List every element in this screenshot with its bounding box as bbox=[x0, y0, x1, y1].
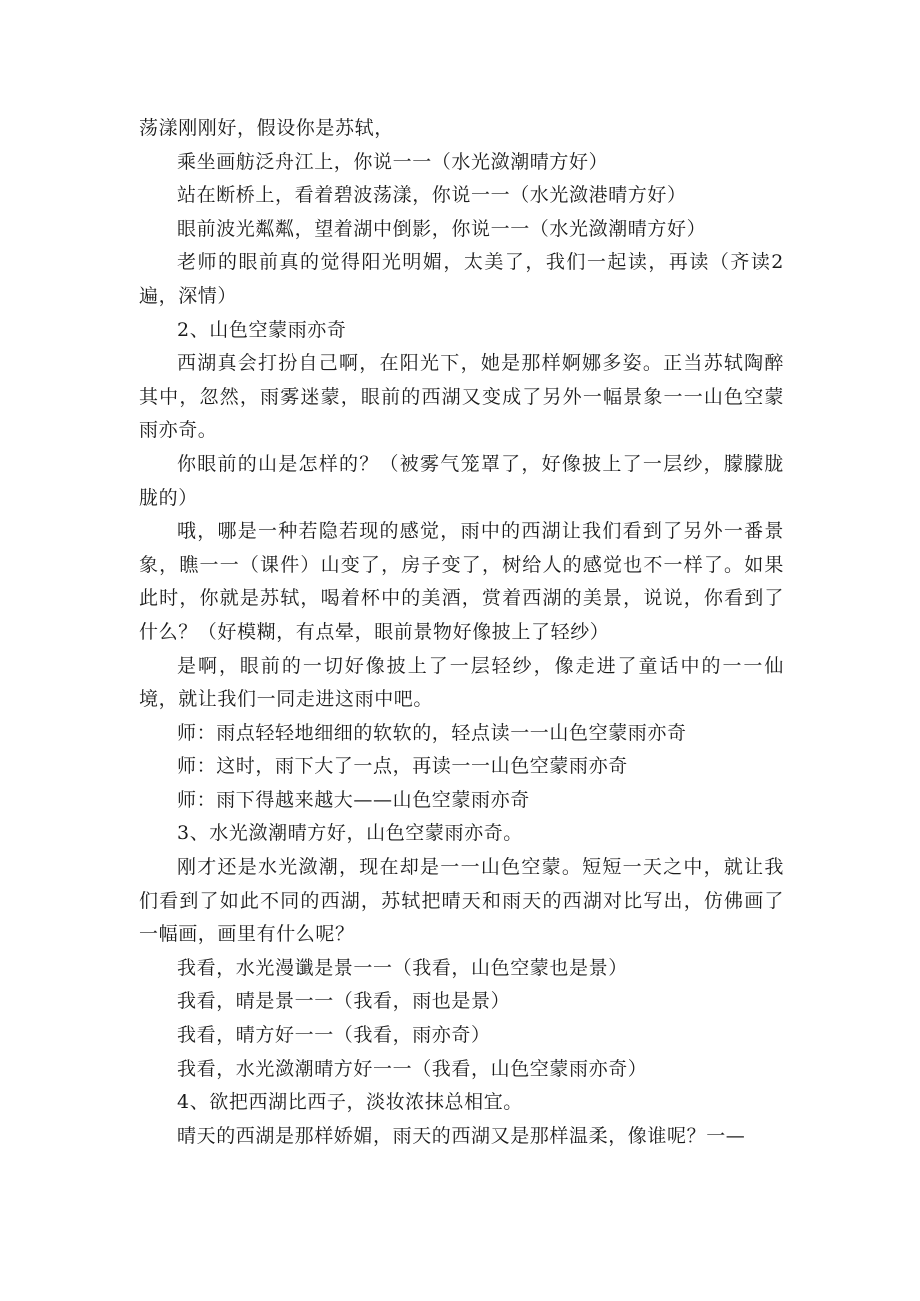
paragraph: 晴天的西湖是那样娇媚，雨天的西湖又是那样温柔，像谁呢？一— bbox=[177, 1124, 746, 1147]
paragraph: 乘坐画舫泛舟江上，你说一一（水光潋潮晴方好） bbox=[177, 150, 609, 173]
paragraph: 我看，晴方好一一（我看，雨亦奇） bbox=[177, 1024, 491, 1047]
paragraph: 2、山色空蒙雨亦奇 bbox=[177, 318, 347, 341]
paragraph: 哦，哪是一种若隐若现的感觉，雨中的西湖让我们看到了另外一番景象，瞧一一（课件）山变了，房子变了，树给人的感觉也不一样了。如果此时，你就是苏轼，喝着杯中的美酒，赏着西湖的美景，说说，你看到了什么？（好模糊，有点晕，眼前景物好像披上了轻纱） bbox=[139, 520, 784, 643]
document-page bbox=[139, 112, 784, 1153]
paragraph: 眼前波光粼粼，望着湖中倒影，你说一一（水光潋潮晴方好） bbox=[177, 217, 707, 240]
paragraph: 我看，晴是景一一（我看，雨也是景） bbox=[177, 990, 511, 1013]
paragraph: 你眼前的山是怎样的？（被雾气笼罩了，好像披上了一层纱，朦朦胧胧的） bbox=[139, 452, 784, 509]
paragraph: 3、水光潋潮晴方好，山色空蒙雨亦奇。 bbox=[177, 822, 523, 845]
paragraph: 师：雨点轻轻地细细的软软的，轻点读一一山色空蒙雨亦奇 bbox=[177, 721, 687, 744]
paragraph: 老师的眼前真的觉得阳光明媚，太美了，我们一起读，再读（齐读2遍，深情） bbox=[139, 251, 784, 307]
paragraph: 站在断桥上，看着碧波荡漾，你说一一（水光潋港晴方好） bbox=[177, 184, 687, 207]
paragraph: 荡漾刚刚好，假设你是苏轼， bbox=[139, 117, 394, 139]
paragraph: 师：这时，雨下大了一点，再读一一山色空蒙雨亦奇 bbox=[177, 755, 628, 778]
paragraph: 是啊，眼前的一切好像披上了一层轻纱，像走进了童话中的一一仙境，就让我们一同走进这雨中吧。 bbox=[139, 654, 784, 711]
paragraph: 师：雨下得越来越大——山色空蒙雨亦奇 bbox=[177, 788, 530, 811]
paragraph: 4、欲把西湖比西子，淡妆浓抹总相宜。 bbox=[177, 1091, 523, 1114]
paragraph: 我看，水光漫谶是景一一（我看，山色空蒙也是景） bbox=[177, 956, 628, 979]
paragraph: 刚才还是水光潋潮，现在却是一一山色空蒙。短短一天之中，就让我们看到了如此不同的西湖，苏轼把晴天和雨天的西湖对比写出，仿佛画了一幅画，画里有什么呢？ bbox=[139, 856, 784, 946]
paragraph: 我看，水光潋潮晴方好一一（我看，山色空蒙雨亦奇） bbox=[177, 1057, 648, 1080]
paragraph: 西湖真会打扮自己啊，在阳光下，她是那样婀娜多姿。正当苏轼陶醉其中，忽然，雨雾迷蒙，眼前的西湖又变成了另外一幅景象一一山色空蒙雨亦奇。 bbox=[139, 352, 784, 442]
